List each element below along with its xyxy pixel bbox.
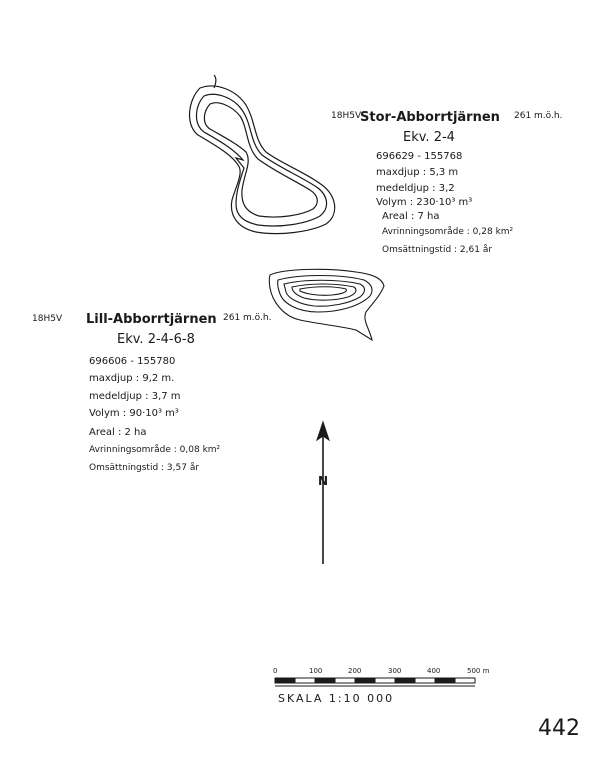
north-label: N	[318, 474, 329, 488]
lake-lill-contour-5	[300, 287, 346, 296]
lake-stor-avrinning: Avrinningsområde : 0,28 km²	[382, 227, 514, 237]
lake-lill-contours	[269, 269, 384, 340]
lake-lill-avrinning: Avrinningsområde : 0,08 km²	[89, 445, 221, 455]
lake-stor-contour-3	[204, 103, 317, 217]
scale-tick: 0	[273, 667, 278, 675]
scale-label: SKALA 1:10 000	[278, 692, 395, 705]
lake-stor-omsattning: Omsättningstid : 2,61 år	[382, 245, 493, 255]
scale-tick: 300	[388, 667, 402, 675]
lake-lill-code: 18H5V	[32, 314, 63, 324]
lake-stor-areal: Areal : 7 ha	[382, 211, 440, 222]
page-number: 442	[538, 716, 580, 741]
lake-lill-omsattning: Omsättningstid : 3,57 år	[89, 463, 200, 473]
lake-lill-maxdjup: maxdjup : 9,2 m.	[89, 373, 175, 384]
lake-lill-coords: 696606 - 155780	[89, 356, 176, 367]
lake-stor-maxdjup: maxdjup : 5,3 m	[376, 167, 459, 178]
scale-tick: 500 m	[467, 667, 490, 675]
lake-lill-ekv: Ekv. 2-4-6-8	[117, 332, 195, 347]
lake-lill-elevation: 261 m.ö.h.	[223, 313, 272, 323]
lake-lill-volym: Volym : 90·10³ m³	[89, 408, 179, 419]
scale-bar	[275, 678, 475, 686]
lake-stor-coords: 696629 - 155768	[376, 151, 463, 162]
lake-stor-contour-2	[196, 94, 326, 226]
lake-lill-areal: Areal : 2 ha	[89, 427, 147, 438]
scale-tick: 200	[348, 667, 362, 675]
north-arrow	[317, 422, 329, 564]
lake-stor-name: Stor-Abborrtjärnen	[360, 110, 500, 125]
scale-tick: 100	[309, 667, 323, 675]
lake-lill-name: Lill-Abborrtjärnen	[86, 312, 217, 327]
lake-stor-code: 18H5V	[331, 111, 362, 121]
lake-stor-ekv: Ekv. 2-4	[403, 130, 455, 145]
lake-stor-medeldjup: medeldjup : 3,2	[376, 183, 455, 194]
lake-stor-elevation: 261 m.ö.h.	[514, 111, 563, 121]
scale-tick: 400	[427, 667, 441, 675]
lake-lill-medeldjup: medeldjup : 3,7 m	[89, 391, 181, 402]
lake-stor-contours	[190, 86, 335, 234]
lake-stor-shoreline	[190, 86, 335, 234]
lake-stor-volym: Volym : 230·10³ m³	[376, 197, 473, 208]
